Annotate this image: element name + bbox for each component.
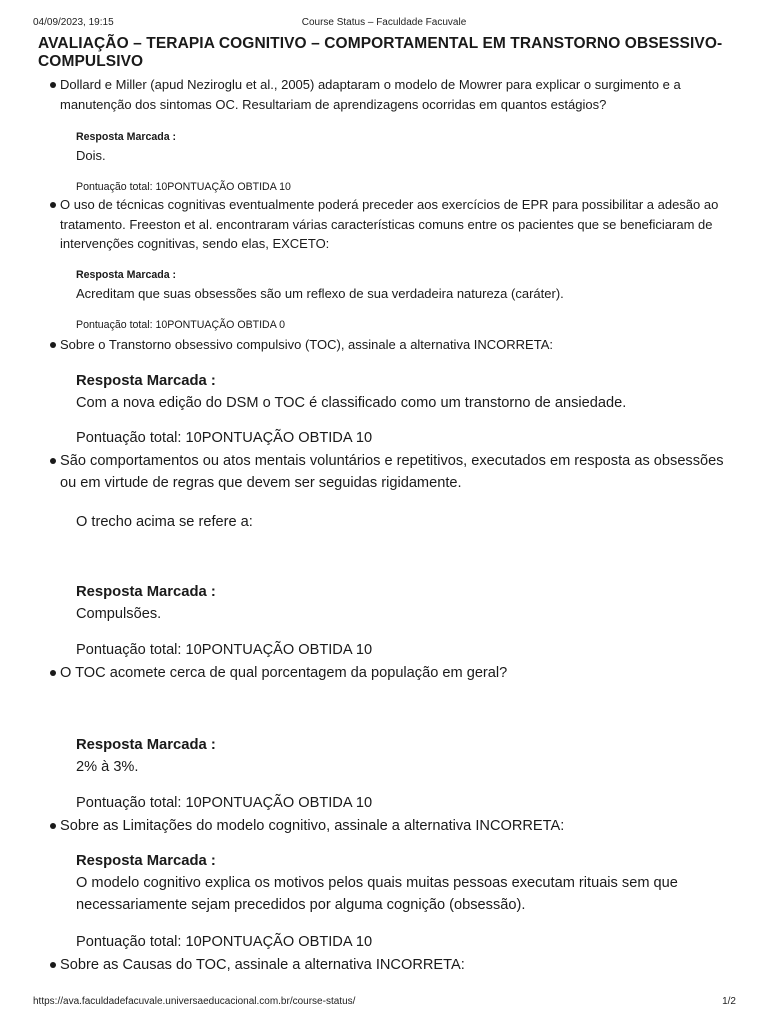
question-prompt: Dollard e Miller (apud Neziroglu et al., 2005) adaptaram o modelo de Mowrer para explicar o surgimento e a manutenção dos sintomas OC. Resultariam de aprendizagens ocorridas em quantos estágios? [60, 77, 681, 112]
question-prompt: Sobre as Limitações do modelo cognitivo, assinale a alternativa INCORRETA: [60, 818, 565, 834]
question-item [60, 335, 736, 355]
print-footer [0, 996, 768, 1010]
question-item [60, 75, 736, 114]
answer-label: Resposta Marcada : [76, 737, 216, 753]
answer-block [76, 268, 736, 303]
answer-block [76, 582, 736, 625]
answer-label: Resposta Marcada : [76, 584, 216, 600]
answer-label: Resposta Marcada : [76, 853, 216, 869]
bullet-icon [50, 82, 56, 88]
page-title: AVALIAÇÃO – TERAPIA COGNITIVO – COMPORTAMENTAL EM TRANSTORNO OBSESSIVO-COMPULSIVO [38, 35, 723, 70]
answer-label: Resposta Marcada : [76, 373, 216, 389]
answer-text: Acreditam que suas obsessões são um reflexo de sua verdadeira natureza (caráter). [76, 286, 564, 301]
score-text: Pontuação total: 10PONTUAÇÃO OBTIDA 10 [76, 934, 373, 950]
score-text: Pontuação total: 10PONTUAÇÃO OBTIDA 10 [76, 430, 373, 446]
question-item [60, 450, 736, 494]
question-prompt: O TOC acomete cerca de qual porcentagem da população em geral? [60, 665, 508, 681]
question-item [60, 815, 736, 837]
answer-text: Dois. [76, 148, 106, 163]
bullet-icon [50, 670, 56, 676]
print-doc-title: Course Status – Faculdade Facuvale [301, 17, 467, 28]
question-prompt: São comportamentos ou atos mentais voluntários e repetitivos, executados em resposta as obsessões ou em virtude de regras que devem ser seguidas rigidamente. [60, 453, 724, 491]
print-datetime: 04/09/2023, 19:15 [33, 17, 114, 28]
answer-text: Com a nova edição do DSM o TOC é classificado como um transtorno de ansiedade. [76, 395, 627, 411]
question-prompt: O uso de técnicas cognitivas eventualmente poderá preceder aos exercícios de EPR para possibilitar a adesão ao tratamento. Freeston et al. encontraram várias características comuns entre os pacientes que se beneficiaram de intervenções cognitivas, sendo elas, EXCETO: [60, 197, 719, 252]
bullet-icon [50, 202, 56, 208]
bullet-icon [50, 962, 56, 968]
answer-block [76, 851, 736, 916]
page-number: 1/2 [722, 996, 736, 1007]
answer-label: Resposta Marcada : [76, 269, 177, 281]
answer-block [76, 735, 736, 778]
answer-text: O modelo cognitivo explica os motivos pelos quais muitas pessoas executam rituais sem que necessariamente sejam precedidos por alguma cognição (obsessão). [76, 875, 678, 913]
bullet-icon [50, 458, 56, 464]
question-prompt: Sobre as Causas do TOC, assinale a alternativa INCORRETA: [60, 957, 465, 973]
answer-block [76, 371, 736, 414]
question-item [60, 954, 736, 976]
answer-text: 2% à 3%. [76, 759, 139, 775]
score-text: Pontuação total: 10PONTUAÇÃO OBTIDA 0 [76, 319, 286, 331]
question-item [60, 195, 736, 254]
answer-label: Resposta Marcada : [76, 131, 177, 143]
question-prompt-extra: O trecho acima se refere a: [76, 514, 253, 530]
page-url: https://ava.faculdadefacuvale.universaeducacional.com.br/course-status/ [33, 996, 356, 1007]
answer-block [76, 130, 736, 165]
answer-text: Compulsões. [76, 606, 162, 622]
score-text: Pontuação total: 10PONTUAÇÃO OBTIDA 10 [76, 795, 373, 811]
question-prompt: Sobre o Transtorno obsessivo compulsivo (TOC), assinale a alternativa INCORRETA: [60, 337, 553, 352]
bullet-icon [50, 823, 56, 829]
score-text: Pontuação total: 10PONTUAÇÃO OBTIDA 10 [76, 642, 373, 658]
question-item [60, 662, 736, 684]
bullet-icon [50, 342, 56, 348]
score-text: Pontuação total: 10PONTUAÇÃO OBTIDA 10 [76, 181, 291, 193]
